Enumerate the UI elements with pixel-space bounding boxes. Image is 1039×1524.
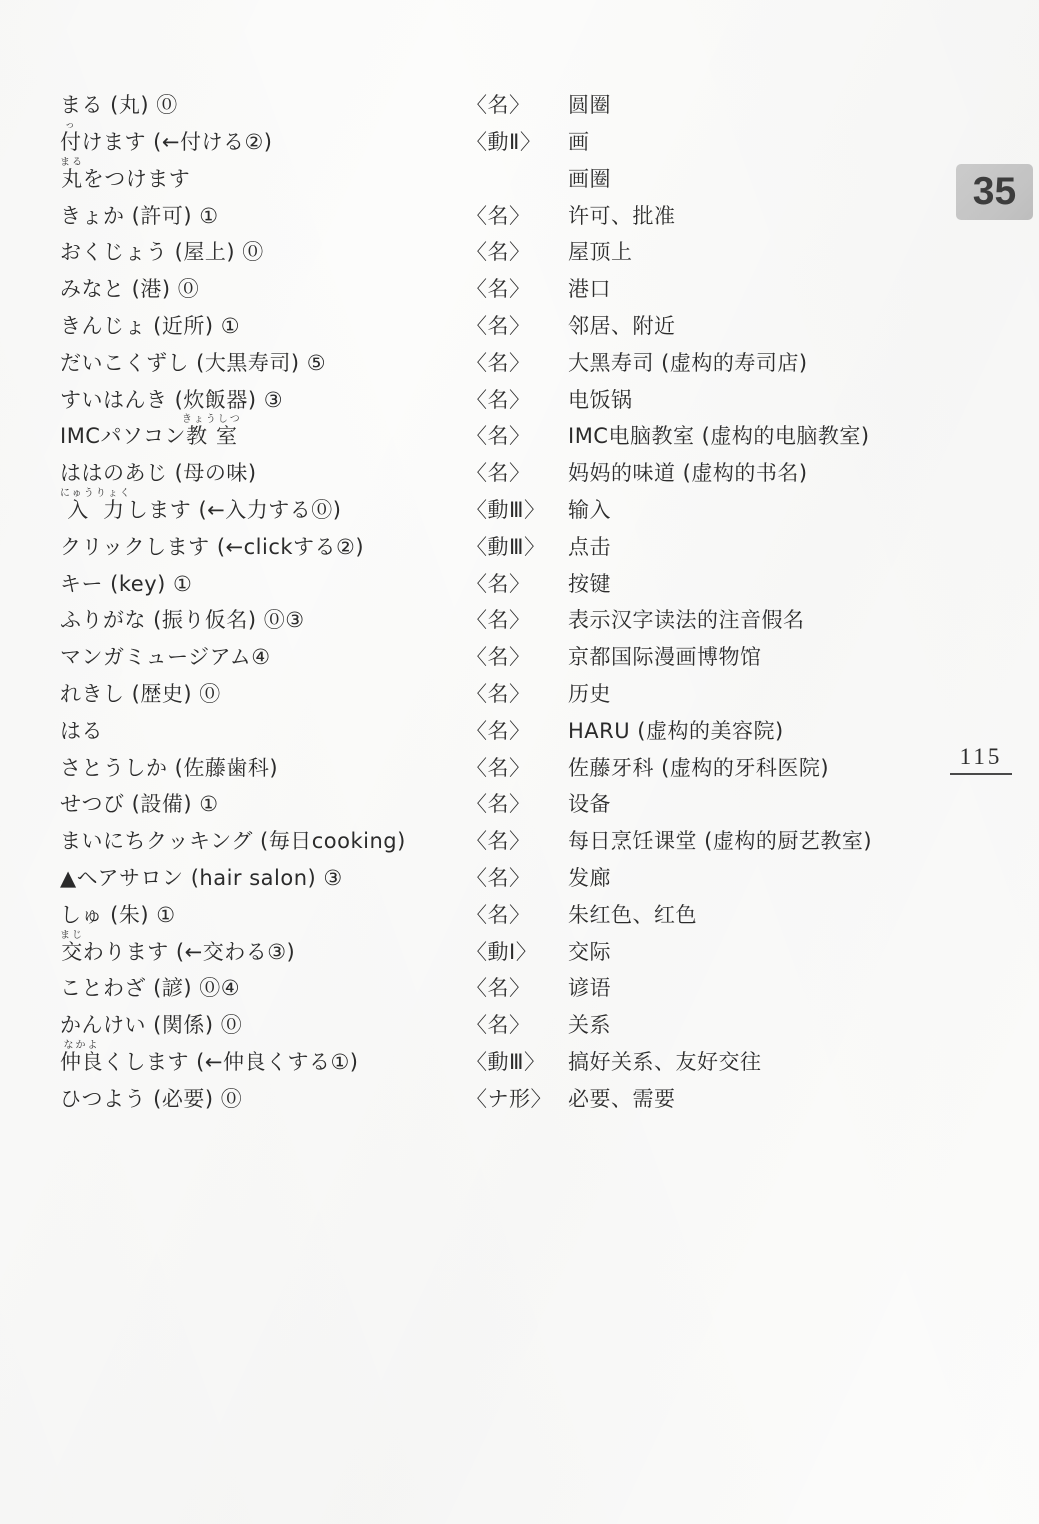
vocab-word: ははのあじ (母の味): [60, 461, 257, 486]
vocab-part-of-speech: 〈名〉: [466, 424, 531, 449]
vocab-part-of-speech: 〈名〉: [466, 902, 531, 927]
vocab-word: きんじょ (近所) ①: [60, 314, 241, 339]
vocab-row: [60, 302, 1009, 339]
vocab-word: ことわざ (諺) ⓪④: [60, 976, 241, 1001]
vocab-word: きょか (許可) ①: [60, 203, 219, 228]
vocab-row: [60, 559, 1009, 596]
vocab-part-of-speech: 〈動Ⅲ〉: [466, 1050, 546, 1074]
vocab-row: [60, 964, 1009, 1001]
vocab-word: 丸まるをつけます: [60, 156, 191, 191]
vocab-meaning: 搞好关系、友好交往: [568, 1050, 762, 1074]
vocab-row: [60, 486, 1009, 523]
vocab-row: [60, 854, 1009, 891]
vocab-word: だいこくずし (大黒寿司) ⑤: [60, 350, 327, 375]
vocab-part-of-speech: 〈名〉: [466, 387, 531, 412]
vocab-word: ▲ヘアサロン (hair salon) ③: [60, 866, 343, 891]
vocab-meaning: 画: [568, 130, 590, 155]
vocab-row: [60, 670, 1009, 707]
vocab-row: [60, 191, 1009, 228]
vocab-word-ruby: 付っ: [60, 120, 82, 155]
vocab-meaning: 点击: [568, 534, 611, 559]
vocab-word: はる: [60, 718, 103, 743]
vocab-word-ruby: 入力にゅうりょく: [60, 488, 132, 523]
vocab-word: 仲良なかよくします (←仲良くする①): [60, 1040, 359, 1074]
vocab-part-of-speech: 〈名〉: [466, 571, 531, 596]
vocab-row: [60, 155, 1009, 192]
page-number: 115: [950, 744, 1012, 775]
vocab-part-of-speech: 〈ナ形〉: [466, 1086, 552, 1111]
vocab-row: [60, 375, 1009, 412]
vocab-word: IMCパソコン教室きょうしつ: [60, 414, 242, 449]
vocab-word: ひつよう (必要) ⓪: [60, 1086, 243, 1111]
vocab-meaning: 朱红色、红色: [568, 902, 697, 927]
vocab-row: [60, 339, 1009, 376]
vocab-part-of-speech: 〈名〉: [466, 792, 531, 817]
vocab-row: [60, 412, 1009, 449]
vocab-word: キー (key) ①: [60, 571, 193, 596]
vocab-meaning: 关系: [568, 1013, 611, 1038]
vocab-meaning: HARU (虚构的美容院): [568, 718, 784, 743]
vocab-word-ruby: 丸まる: [60, 156, 84, 191]
vocab-word-ruby: 交まじ: [60, 929, 84, 964]
vocab-meaning: 画圈: [568, 166, 611, 191]
vocab-part-of-speech: 〈名〉: [466, 240, 531, 265]
vocab-word: さとうしか (佐藤歯科): [60, 755, 279, 780]
vocab-meaning: 京都国际漫画博物馆: [568, 645, 762, 670]
vocab-part-of-speech: 〈動Ⅲ〉: [466, 498, 546, 523]
vocab-word: おくじょう (屋上) ⓪: [60, 240, 264, 265]
vocab-meaning: 佐藤牙科 (虚构的牙科医院): [568, 755, 830, 780]
vocab-row: [60, 707, 1009, 744]
vocab-row: [60, 1075, 1009, 1112]
vocab-meaning: 每日烹饪课堂 (虚构的厨艺教室): [568, 829, 873, 854]
vocab-word: ふりがな (振り仮名) ⓪③: [60, 608, 305, 633]
vocab-meaning: 港口: [568, 277, 611, 302]
vocab-row: [60, 228, 1009, 265]
vocab-row: [60, 817, 1009, 854]
vocab-meaning: 大黑寿司 (虚构的寿司店): [568, 350, 808, 375]
vocab-part-of-speech: 〈名〉: [466, 976, 531, 1001]
vocab-meaning: 谚语: [568, 976, 611, 1001]
vocab-word: まいにちクッキング (毎日cooking): [60, 829, 406, 854]
vocab-row: [60, 449, 1009, 486]
vocab-meaning: 圆圈: [568, 93, 611, 118]
vocab-part-of-speech: 〈名〉: [466, 93, 531, 118]
vocab-meaning: IMC电脑教室 (虚构的电脑教室): [568, 424, 870, 449]
vocab-row: [60, 265, 1009, 302]
vocab-meaning: 妈妈的味道 (虚构的书名): [568, 461, 808, 486]
vocab-word: れきし (歴史) ⓪: [60, 682, 221, 707]
vocab-row: [60, 523, 1009, 560]
vocab-part-of-speech: 〈名〉: [466, 1013, 531, 1038]
vocab-meaning: 设备: [568, 792, 611, 817]
vocab-meaning: 交际: [568, 939, 611, 964]
vocab-part-of-speech: 〈名〉: [466, 829, 531, 854]
vocab-meaning: 发廊: [568, 866, 611, 891]
vocab-part-of-speech: 〈名〉: [466, 682, 531, 707]
vocab-part-of-speech: 〈名〉: [466, 645, 531, 670]
vocab-word: 入力にゅうりょくします (←入力する⓪): [60, 488, 342, 523]
vocab-part-of-speech: 〈名〉: [466, 718, 531, 743]
vocab-row: [60, 596, 1009, 633]
vocab-row: [60, 118, 1009, 155]
vocab-meaning: 许可、批准: [568, 203, 676, 228]
vocab-word-ruby: 仲良なかよ: [60, 1040, 103, 1074]
lesson-number-tab: 35: [956, 164, 1033, 220]
vocab-meaning: 表示汉字读法的注音假名: [568, 608, 805, 633]
vocab-meaning: 输入: [568, 498, 611, 523]
vocab-meaning: 必要、需要: [568, 1086, 676, 1111]
vocab-word: クリックします (←clickする②): [60, 534, 365, 559]
vocab-word: みなと (港) ⓪: [60, 277, 200, 302]
vocab-list: [60, 81, 1009, 1111]
vocab-word: 交まじわります (←交わる③): [60, 929, 296, 964]
vocab-row: [60, 633, 1009, 670]
vocab-meaning: 电饭锅: [568, 387, 633, 412]
vocab-meaning: 屋顶上: [568, 240, 633, 265]
vocab-part-of-speech: 〈名〉: [466, 866, 531, 891]
vocab-part-of-speech: 〈名〉: [466, 203, 531, 228]
vocab-part-of-speech: 〈名〉: [466, 350, 531, 375]
vocab-row: [60, 927, 1009, 964]
vocab-meaning: 历史: [568, 682, 611, 707]
vocab-word: かんけい (関係) ⓪: [60, 1013, 243, 1038]
vocab-row: [60, 891, 1009, 928]
vocab-word: まる (丸) ⓪: [60, 93, 178, 118]
vocab-row: [60, 81, 1009, 118]
vocab-word: しゅ (朱) ①: [60, 902, 176, 927]
vocab-part-of-speech: 〈名〉: [466, 608, 531, 633]
vocab-meaning: 邻居、附近: [568, 314, 676, 339]
vocab-part-of-speech: 〈動Ⅲ〉: [466, 534, 546, 559]
vocab-part-of-speech: 〈名〉: [466, 461, 531, 486]
vocab-word: せつび (設備) ①: [60, 792, 219, 817]
vocab-word: すいはんき (炊飯器) ③: [60, 387, 284, 412]
vocab-row: [60, 743, 1009, 780]
vocab-part-of-speech: 〈動Ⅰ〉: [466, 939, 538, 964]
vocab-part-of-speech: 〈名〉: [466, 314, 531, 339]
vocab-word-ruby: 教室きょうしつ: [181, 414, 242, 449]
vocab-row: [60, 1001, 1009, 1038]
vocab-part-of-speech: 〈動Ⅱ〉: [466, 130, 542, 155]
vocab-meaning: 按键: [568, 571, 611, 596]
vocab-row: [60, 780, 1009, 817]
vocab-part-of-speech: 〈名〉: [466, 755, 531, 780]
vocab-part-of-speech: 〈名〉: [466, 277, 531, 302]
vocab-word: マンガミュージアム④: [60, 645, 271, 670]
vocab-row: [60, 1038, 1009, 1075]
vocab-word: 付っけます (←付ける②): [60, 120, 273, 155]
